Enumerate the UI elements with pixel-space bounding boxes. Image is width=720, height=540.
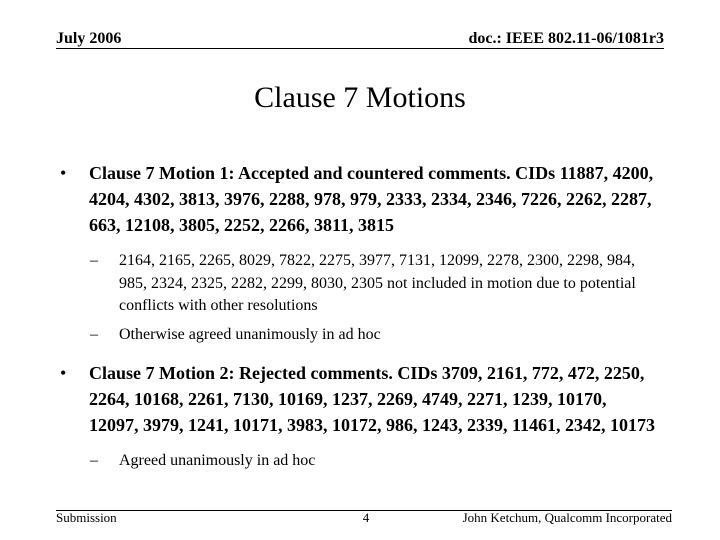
- bullet-marker: •: [60, 163, 67, 183]
- footer-submission: Submission: [56, 510, 117, 525]
- sub-bullet-agreed: [60, 450, 660, 473]
- slide-title: Clause 7 Motions: [254, 81, 466, 114]
- sub-bullet-text: Otherwise agreed unanimously in ad hoc: [119, 325, 381, 343]
- bullet-text: Clause 7 Motion 1: Accepted and countered comments. CIDs 11887, 4200, 4204, 4302, 3813, 3976, 2288, 978, 979, 2333, 2334, 2346, 7226, 2262, 2287, 663, 12108, 3805, 2252, 2266, 3811, 3815: [89, 163, 654, 235]
- sub-bullet-marker: –: [90, 325, 98, 343]
- bullet-motion-1: [60, 160, 660, 238]
- bullet-list: [60, 160, 660, 473]
- header-date: July 2006: [56, 30, 122, 47]
- sub-bullet-text: Agreed unanimously in ad hoc: [119, 452, 316, 469]
- sub-bullet-marker: –: [90, 252, 98, 269]
- sub-bullet-text: 2164, 2165, 2265, 8029, 7822, 2275, 3977, 7131, 12099, 2278, 2300, 2298, 984, 985, 2324, 2325, 2282, 2299, 8030, 2305 not included in motion due to potential conflicts with other resolutions: [119, 252, 636, 314]
- sub-bullet-excluded: [60, 250, 660, 318]
- bullet-motion-2: [60, 360, 660, 438]
- sub-bullet-list: [60, 250, 660, 346]
- footer-page-number: 4: [362, 510, 370, 525]
- footer-author: John Ketchum, Qualcomm Incorporated: [462, 510, 672, 525]
- header-doc-id: doc.: IEEE 802.11-06/1081r3: [468, 30, 664, 47]
- bullet-marker: •: [60, 363, 67, 383]
- sub-bullet-agreed: [60, 324, 660, 347]
- header-rule: [56, 48, 664, 49]
- sub-bullet-list: [60, 450, 660, 473]
- bullet-text: Clause 7 Motion 2: Rejected comments. CIDs 3709, 2161, 772, 472, 2250, 2264, 10168, 2261, 7130, 10169, 1237, 2269, 4749, 2271, 1239, 10170, 12097, 3979, 1241, 10171, 3983, 10172, 986, 1243, 2339, 11461, 2342, 10173: [89, 363, 656, 435]
- sub-bullet-marker: –: [90, 452, 98, 469]
